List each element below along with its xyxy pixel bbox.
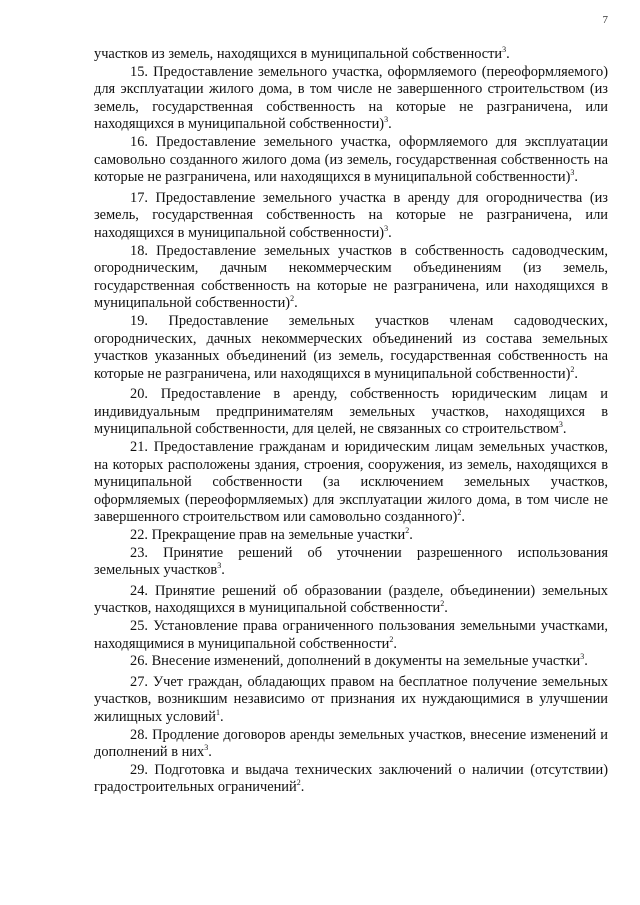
footnote-ref: 3 <box>204 743 209 753</box>
footnote-ref: 3 <box>502 45 507 55</box>
list-item-27: 27. Учет граждан, обладающих правом на бесплатное получение земельных участков, возникшим независимо от признания их нуждающимися в улучшении жилищных условий$^1$. <box>94 673 608 725</box>
footnote-ref: 3 <box>217 561 222 571</box>
list-item-21: 21. Предоставление гражданам и юридическим лицам земельных участков, на которых расположены здания, строения, сооружения, из земель, находящихся в муниципальной собственности (за исключением земельных участков, оформляемых (переоформляемых) для эксплуатации жилого дома, в том числе не завершенного строительством или самовольно созданного)$^2$. <box>94 439 608 526</box>
footnote-ref: 3 <box>384 115 389 125</box>
footnote-ref: 2 <box>389 634 394 644</box>
list-item-26: 26. Внесение изменений, дополнений в документы на земельные участки$^3$. <box>130 652 588 670</box>
list-item-29: 29. Подготовка и выдача технических заключений о наличии (отсутствии) градостроительных ограничений$^2$. <box>94 761 608 796</box>
footnote-ref: 3 <box>558 420 563 430</box>
footnote-ref: 3 <box>570 168 575 178</box>
document-body <box>94 46 608 797</box>
list-item-28: 28. Продление договоров аренды земельных участков, внесение изменений и дополнений в них$^3$. <box>94 726 608 761</box>
footnote-ref: 3 <box>580 652 585 662</box>
list-item-18: 18. Предоставление земельных участков в собственность садоводческим, огородническим, дачным некоммерческим объединениям (из земель, государственная собственность на которые не разграничена, или находящихся в муниципальной собственности)$^2$. <box>94 242 608 312</box>
list-item-17: 17. Предоставление земельного участка в аренду для огородничества (из земель, государственная собственность на которые не разграничена, или находящихся в муниципальной собственности)$^3$. <box>94 189 608 241</box>
list-item-15: 15. Предоставление земельного участка, оформляемого (переоформляемого) для эксплуатации жилого дома, в том числе не завершенного строительством (из земель, государственная собственность на которые не разграничена, или находящихся в муниципальной собственности)$^3$. <box>94 63 608 133</box>
list-item-19: 19. Предоставление земельных участков членам садоводческих, огороднических, дачных некоммерческих объединений из состава земельных участков указанных объединений (из земель, государственная собственность на которые не разграничена, или находящихся в муниципальной собственности)$^2$. <box>94 312 608 382</box>
list-item-23: 23. Принятие решений об уточнении разрешенного использования земельных участков$^3$. <box>94 544 608 579</box>
paragraph-continuation: участков из земель, находящихся в муниципальной собственности$^3$. <box>94 45 510 62</box>
list-item-16: 16. Предоставление земельного участка, оформляемого для эксплуатации самовольно созданного жилого дома (из земель, государственная собственность на которые не разграничена, или находящихся в муниципальной собственности)$^3$. <box>94 133 608 186</box>
list-item-22: 22. Прекращение прав на земельные участки$^2$. <box>130 526 413 544</box>
footnote-ref: 2 <box>457 508 462 518</box>
list-item-25: 25. Установление права ограниченного пользования земельными участками, находящимися в муниципальной собственности$^2$. <box>94 618 608 652</box>
list-item-20: 20. Предоставление в аренду, собственность юридическим лицам и индивидуальным предпринимателям земельных участков, находящихся в муниципальной собственности, для целей, не связанных со строительством$^3$. <box>94 386 608 438</box>
footnote-ref: 2 <box>570 364 575 374</box>
footnote-ref: 2 <box>405 526 410 536</box>
list-item-24: 24. Принятие решений об образовании (разделе, объединении) земельных участков, находящихся в муниципальной собственности$^2$. <box>94 582 608 617</box>
page-number: 7 <box>602 14 608 26</box>
footnote-ref: 2 <box>440 599 445 609</box>
footnote-ref: 1 <box>215 708 220 718</box>
footnote-ref: 2 <box>290 294 295 304</box>
footnote-ref: 3 <box>384 224 389 234</box>
footnote-ref: 2 <box>296 778 301 788</box>
